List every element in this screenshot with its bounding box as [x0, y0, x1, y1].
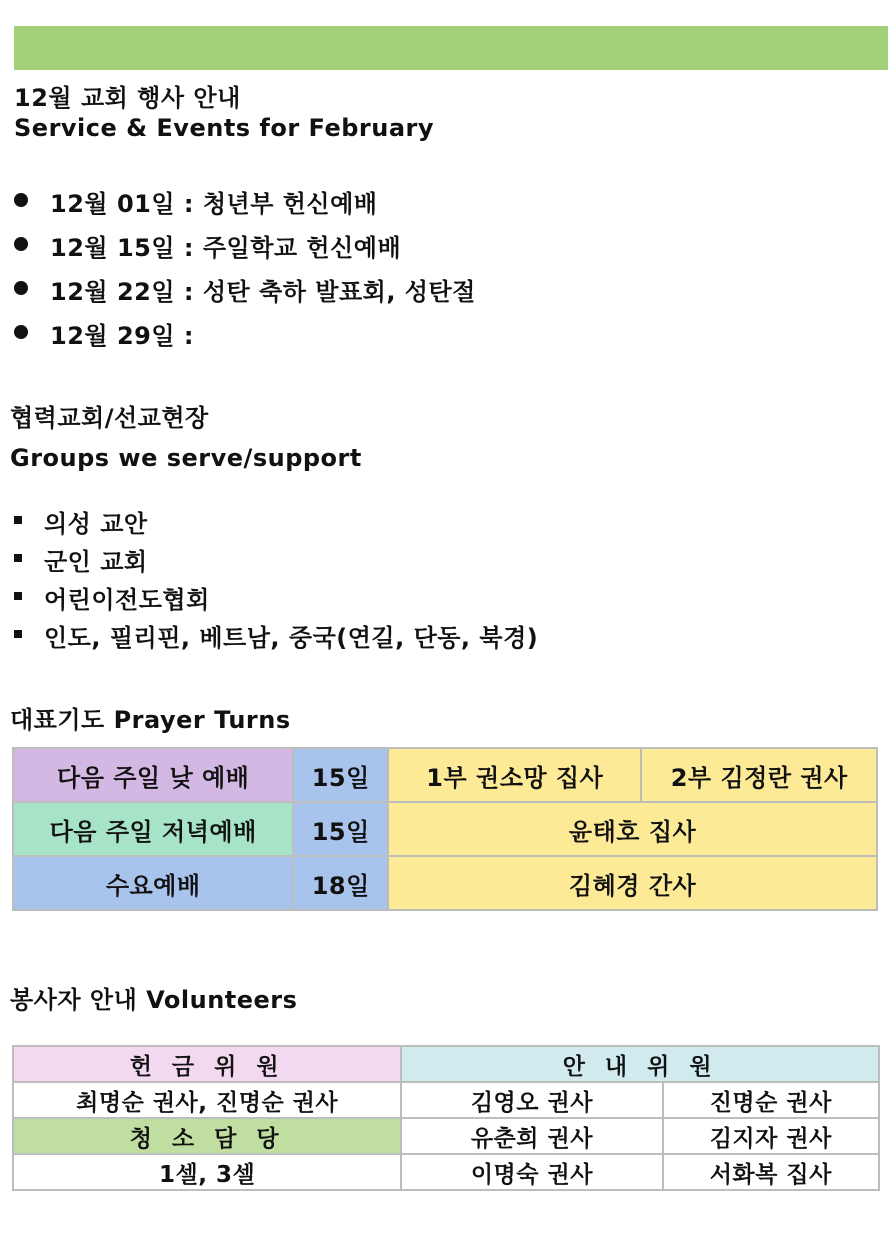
bullet-icon	[14, 193, 28, 207]
table-row	[13, 802, 877, 856]
square-bullet-icon	[14, 592, 22, 600]
prayer-day-cell: 15일	[293, 802, 388, 856]
square-bullet-icon	[14, 554, 22, 562]
table-row	[13, 856, 877, 910]
table-row	[13, 748, 877, 802]
list-item: 의성 교안	[12, 504, 538, 542]
events-list	[12, 184, 476, 360]
groups-list	[12, 504, 538, 656]
events-title-en: Service & Events for February	[14, 114, 435, 142]
square-bullet-icon	[14, 630, 22, 638]
usher-cell: 김지자 권사	[663, 1118, 879, 1154]
offering-header: 헌 금 위 원	[13, 1046, 401, 1082]
volunteers-table	[12, 1045, 880, 1191]
prayer-leader-cell: 윤태호 집사	[388, 802, 877, 856]
list-item: 12월 15일 : 주일학교 헌신예배	[12, 228, 476, 272]
events-title-ko: 12월 교회 행사 안내	[14, 84, 241, 112]
offering-members: 최명순 권사, 진명순 권사	[13, 1082, 401, 1118]
prayer-day-cell: 18일	[293, 856, 388, 910]
table-row	[13, 1082, 879, 1118]
prayer-title: 대표기도 Prayer Turns	[10, 706, 291, 734]
list-item: 12월 22일 : 성탄 축하 발표회, 성탄절	[12, 272, 476, 316]
table-row	[13, 1154, 879, 1190]
list-item: 12월 01일 : 청년부 헌신예배	[12, 184, 476, 228]
prayer-service-cell: 수요예배	[13, 856, 293, 910]
prayer-leader-cell: 2부 김정란 권사	[641, 748, 877, 802]
list-item: 군인 교회	[12, 542, 538, 580]
prayer-day-cell: 15일	[293, 748, 388, 802]
prayer-leader-cell: 김혜경 간사	[388, 856, 877, 910]
table-row	[13, 1046, 879, 1082]
bullet-icon	[14, 281, 28, 295]
usher-cell: 서화복 집사	[663, 1154, 879, 1190]
usher-header: 안 내 위 원	[401, 1046, 879, 1082]
usher-cell: 김영오 권사	[401, 1082, 662, 1118]
square-bullet-icon	[14, 516, 22, 524]
prayer-service-cell: 다음 주일 낮 예배	[13, 748, 293, 802]
cleaning-members: 1셀, 3셀	[13, 1154, 401, 1190]
prayer-table	[12, 747, 878, 911]
list-item: 인도, 필리핀, 베트남, 중국(연길, 단동, 북경)	[12, 618, 538, 656]
list-item: 12월 29일 :	[12, 316, 476, 360]
usher-cell: 유춘희 권사	[401, 1118, 662, 1154]
groups-title-en: Groups we serve/support	[10, 444, 362, 472]
volunteers-title: 봉사자 안내 Volunteers	[10, 986, 298, 1014]
usher-cell: 진명순 권사	[663, 1082, 879, 1118]
bullet-icon	[14, 237, 28, 251]
list-item: 어린이전도협회	[12, 580, 538, 618]
top-color-bar	[14, 26, 888, 70]
usher-cell: 이명숙 권사	[401, 1154, 662, 1190]
table-row	[13, 1118, 879, 1154]
cleaning-header: 청 소 담 당	[13, 1118, 401, 1154]
prayer-service-cell: 다음 주일 저녁예배	[13, 802, 293, 856]
bullet-icon	[14, 325, 28, 339]
groups-title-ko: 협력교회/선교현장	[10, 404, 209, 432]
prayer-leader-cell: 1부 권소망 집사	[388, 748, 641, 802]
